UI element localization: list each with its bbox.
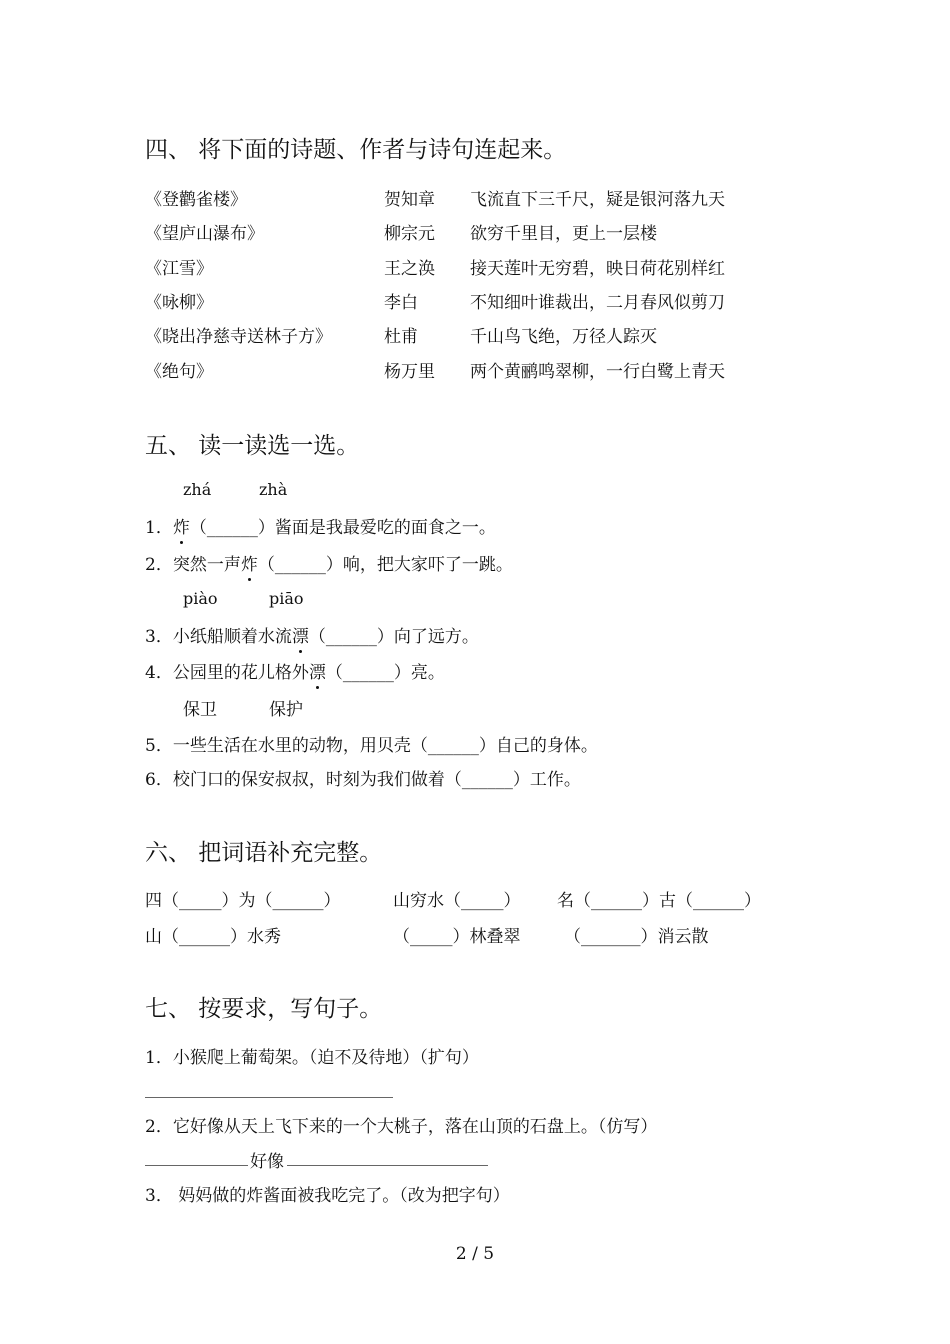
dotted-char: 漂 xyxy=(309,658,326,683)
question-1: 1．小猴爬上葡萄架。（迫不及待地）（扩句） xyxy=(145,1048,479,1068)
idiom-blank: 名（______）古（______） xyxy=(557,891,761,911)
idiom-blank: （_____）林叠翠 xyxy=(393,927,521,947)
pinyin-option: piāo xyxy=(269,589,304,608)
answer-line[interactable] xyxy=(145,1097,393,1098)
idiom-blank: 山穷水（_____） xyxy=(393,891,521,911)
poem-author: 李白 xyxy=(384,293,418,313)
poem-title: 《晓出净慈寺送林子方》 xyxy=(145,327,332,347)
poem-author: 柳宗元 xyxy=(384,224,435,244)
question-2 xyxy=(145,550,513,575)
poem-author: 贺知章 xyxy=(384,190,435,210)
word-option: 保护 xyxy=(269,700,303,720)
pinyin-option: zhá xyxy=(183,480,212,499)
dotted-char: 漂 xyxy=(292,622,309,647)
question-3 xyxy=(145,622,479,647)
question-text: 2．突然一声 xyxy=(145,555,241,575)
poem-author: 杨万里 xyxy=(384,362,435,382)
section-6-title: 六、 把词语补充完整。 xyxy=(145,840,383,866)
section-5-title: 五、 读一读选一选。 xyxy=(145,433,360,459)
poem-title: 《江雪》 xyxy=(145,259,213,279)
poem-author: 王之涣 xyxy=(384,259,435,279)
idiom-blank: 山（______）水秀 xyxy=(145,927,281,947)
idiom-blank: 四（_____）为（______） xyxy=(145,891,341,911)
question-1 xyxy=(145,513,496,538)
question-text: 3．小纸船顺着水流 xyxy=(145,627,292,647)
poem-title: 《登鹳雀楼》 xyxy=(145,190,247,210)
poem-line: 飞流直下三千尺，疑是银河落九天 xyxy=(470,190,725,210)
question-4 xyxy=(145,658,445,683)
dotted-char: 炸 xyxy=(173,513,190,538)
poem-line: 不知细叶谁裁出，二月春风似剪刀 xyxy=(470,293,725,313)
section-7-title: 七、 按要求，写句子。 xyxy=(145,996,383,1022)
question-text: （______）酱面是我最爱吃的面食之一。 xyxy=(189,518,496,538)
pinyin-option: piào xyxy=(183,589,218,608)
question-6: 6．校门口的保安叔叔，时刻为我们做着（______）工作。 xyxy=(145,770,581,790)
template-word: 好像 xyxy=(250,1152,284,1172)
question-2: 2．它好像从天上飞下来的一个大桃子，落在山顶的石盘上。（仿写） xyxy=(145,1117,658,1137)
word-option: 保卫 xyxy=(183,700,217,720)
poem-line: 千山鸟飞绝，万径人踪灭 xyxy=(470,327,657,347)
question-text: （______）响，把大家吓了一跳。 xyxy=(257,555,513,575)
poem-line: 接天莲叶无穷碧，映日荷花别样红 xyxy=(470,259,725,279)
dotted-char: 炸 xyxy=(241,550,258,575)
pinyin-option: zhà xyxy=(259,480,288,499)
question-number: 1． xyxy=(145,518,173,538)
poem-line: 两个黄鹂鸣翠柳，一行白鹭上青天 xyxy=(470,362,725,382)
question-5: 5．一些生活在水里的动物，用贝壳（______）自己的身体。 xyxy=(145,736,598,756)
poem-line: 欲穷千里目，更上一层楼 xyxy=(470,224,657,244)
question-text: （______）亮。 xyxy=(325,663,445,683)
poem-title: 《望庐山瀑布》 xyxy=(145,224,264,244)
question-text: 4．公园里的花儿格外 xyxy=(145,663,309,683)
page-number: 2 / 5 xyxy=(455,1244,495,1264)
poem-author: 杜甫 xyxy=(384,327,418,347)
answer-line[interactable] xyxy=(287,1165,488,1166)
question-text: （______）向了远方。 xyxy=(308,627,479,647)
poem-title: 《咏柳》 xyxy=(145,293,213,313)
section-4-title: 四、 将下面的诗题、作者与诗句连起来。 xyxy=(145,137,567,163)
question-3: 3． 妈妈做的炸酱面被我吃完了。（改为把字句） xyxy=(145,1186,510,1206)
poem-title: 《绝句》 xyxy=(145,362,213,382)
answer-line[interactable] xyxy=(145,1165,248,1166)
idiom-blank: （_______）消云散 xyxy=(564,927,709,947)
